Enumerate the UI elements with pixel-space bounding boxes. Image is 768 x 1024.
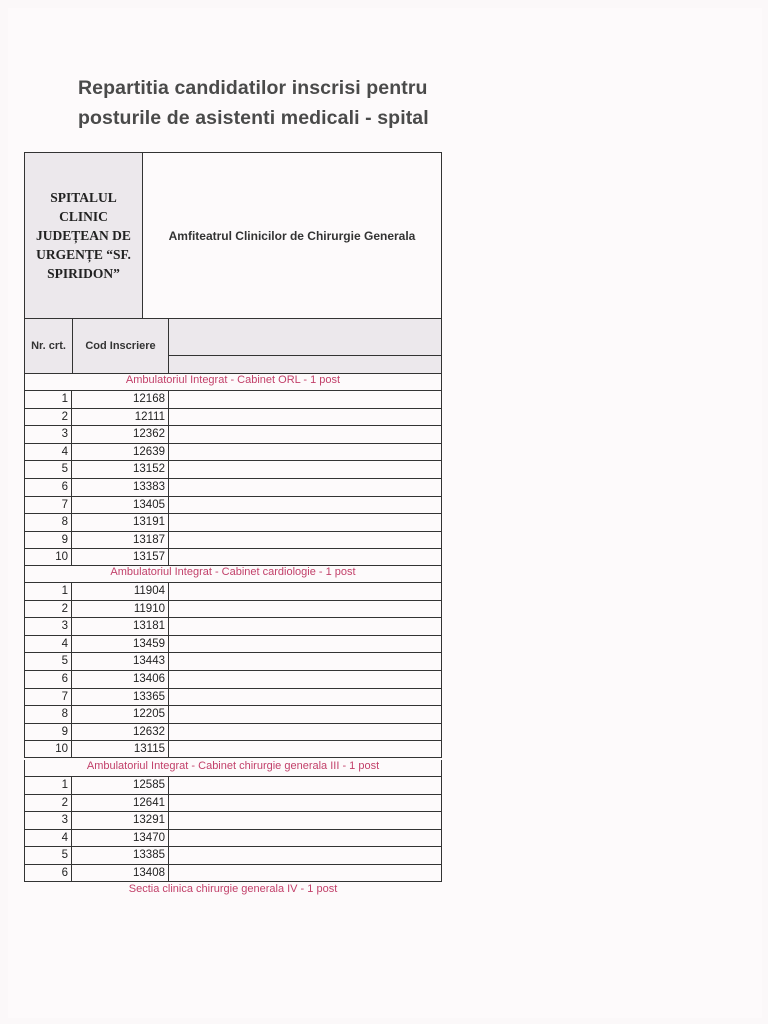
row-number: 10 — [25, 549, 72, 565]
row-blank-cell — [169, 689, 441, 706]
table-row — [24, 652, 442, 670]
row-blank-cell — [169, 426, 441, 443]
row-blank-cell — [169, 636, 441, 653]
column-header-blank — [169, 319, 441, 373]
registration-code: 12632 — [72, 724, 169, 741]
registration-code: 12639 — [72, 444, 169, 461]
row-number: 9 — [25, 532, 72, 549]
row-blank-cell — [169, 741, 441, 757]
row-number: 6 — [25, 479, 72, 496]
table-row — [24, 688, 442, 706]
row-number: 3 — [25, 618, 72, 635]
row-blank-cell — [169, 444, 441, 461]
column-header-nr: Nr. crt. — [25, 319, 73, 373]
row-number: 10 — [25, 741, 72, 757]
table-row — [24, 548, 442, 566]
row-number: 2 — [25, 795, 72, 812]
registration-code: 13383 — [72, 479, 169, 496]
row-number: 2 — [25, 409, 72, 426]
row-number: 5 — [25, 847, 72, 864]
table-row — [24, 811, 442, 829]
row-number: 1 — [25, 777, 72, 794]
table-row — [24, 635, 442, 653]
table-row — [24, 864, 442, 882]
table-row — [24, 425, 442, 443]
row-number: 6 — [25, 865, 72, 881]
row-blank-cell — [169, 583, 441, 600]
row-number: 5 — [25, 653, 72, 670]
column-header-row — [24, 319, 442, 374]
table-row — [24, 740, 442, 758]
document-title — [78, 73, 458, 133]
row-blank-cell — [169, 812, 441, 829]
row-blank-cell — [169, 777, 441, 794]
table-header-box — [24, 152, 442, 319]
row-blank-cell — [169, 618, 441, 635]
registration-code: 12111 — [72, 409, 169, 426]
row-number: 7 — [25, 689, 72, 706]
hospital-cell — [25, 153, 143, 318]
table-row — [24, 531, 442, 549]
registration-code: 13459 — [72, 636, 169, 653]
row-blank-cell — [169, 795, 441, 812]
table-row — [24, 600, 442, 618]
row-blank-cell — [169, 391, 441, 408]
table-row — [24, 408, 442, 426]
table-row — [24, 513, 442, 531]
registration-code: 13152 — [72, 461, 169, 478]
section-title: Sectia clinica chirurgie generala IV - 1 post — [128, 883, 338, 895]
table-row — [24, 670, 442, 688]
row-number: 5 — [25, 461, 72, 478]
row-blank-cell — [169, 549, 441, 565]
row-blank-cell — [169, 653, 441, 670]
registration-code: 12362 — [72, 426, 169, 443]
section-title: Ambulatoriul Integrat - Cabinet cardiologie - 1 post — [24, 566, 442, 582]
table-row — [24, 443, 442, 461]
section-rows — [24, 776, 442, 882]
table-row — [24, 617, 442, 635]
row-blank-cell — [169, 601, 441, 618]
table-row — [24, 390, 442, 408]
registration-code: 13365 — [72, 689, 169, 706]
registration-code: 12168 — [72, 391, 169, 408]
row-blank-cell — [169, 479, 441, 496]
title-line-2: posturile de asistenti medicali - spital — [78, 107, 429, 129]
row-blank-cell — [169, 532, 441, 549]
row-number: 8 — [25, 514, 72, 531]
row-number: 3 — [25, 812, 72, 829]
registration-code: 13405 — [72, 497, 169, 514]
row-number: 4 — [25, 830, 72, 847]
table-row — [24, 496, 442, 514]
table-row — [24, 794, 442, 812]
table-row — [24, 776, 442, 794]
registration-code: 11904 — [72, 583, 169, 600]
registration-code: 13181 — [72, 618, 169, 635]
row-number: 1 — [25, 583, 72, 600]
registration-code: 13406 — [72, 671, 169, 688]
row-blank-cell — [169, 830, 441, 847]
table-row — [24, 705, 442, 723]
row-number: 9 — [25, 724, 72, 741]
registration-code: 12205 — [72, 706, 169, 723]
registration-code: 12641 — [72, 795, 169, 812]
section-title: Ambulatoriul Integrat - Cabinet chirurgie generala III - 1 post — [24, 760, 442, 776]
registration-code: 13191 — [72, 514, 169, 531]
table-row — [24, 478, 442, 496]
row-blank-cell — [169, 724, 441, 741]
column-header-cod: Cod Inscriere — [73, 319, 169, 373]
row-blank-cell — [169, 461, 441, 478]
title-line-1: Repartitia candidatilor inscrisi pentru — [78, 77, 428, 99]
row-number: 4 — [25, 444, 72, 461]
row-blank-cell — [169, 865, 441, 881]
section-rows — [24, 390, 442, 566]
registration-code: 13443 — [72, 653, 169, 670]
row-blank-cell — [169, 409, 441, 426]
table-row — [24, 846, 442, 864]
registration-code: 13291 — [72, 812, 169, 829]
registration-code: 13470 — [72, 830, 169, 847]
registration-code: 12585 — [72, 777, 169, 794]
row-number: 1 — [25, 391, 72, 408]
registration-code: 11910 — [72, 601, 169, 618]
row-number: 8 — [25, 706, 72, 723]
row-blank-cell — [169, 497, 441, 514]
registration-code: 13187 — [72, 532, 169, 549]
table-row — [24, 582, 442, 600]
row-number: 2 — [25, 601, 72, 618]
venue-name: Amfiteatrul Clinicilor de Chirurgie Generala — [168, 228, 416, 243]
table-row — [24, 829, 442, 847]
registration-code: 13157 — [72, 549, 169, 565]
table-row — [24, 723, 442, 741]
registration-code: 13385 — [72, 847, 169, 864]
row-number: 4 — [25, 636, 72, 653]
section-rows — [24, 582, 442, 758]
row-blank-cell — [169, 706, 441, 723]
row-blank-cell — [169, 847, 441, 864]
row-blank-cell — [169, 671, 441, 688]
row-blank-cell — [169, 514, 441, 531]
registration-code: 13408 — [72, 865, 169, 881]
section-title: Ambulatoriul Integrat - Cabinet ORL - 1 post — [24, 374, 442, 390]
registration-code: 13115 — [72, 741, 169, 757]
row-number: 3 — [25, 426, 72, 443]
row-number: 6 — [25, 671, 72, 688]
row-number: 7 — [25, 497, 72, 514]
hospital-name: SPITALUL CLINIC JUDEȚEAN DE URGENȚE “SF. SPIRIDON” — [36, 190, 131, 281]
table-row — [24, 460, 442, 478]
